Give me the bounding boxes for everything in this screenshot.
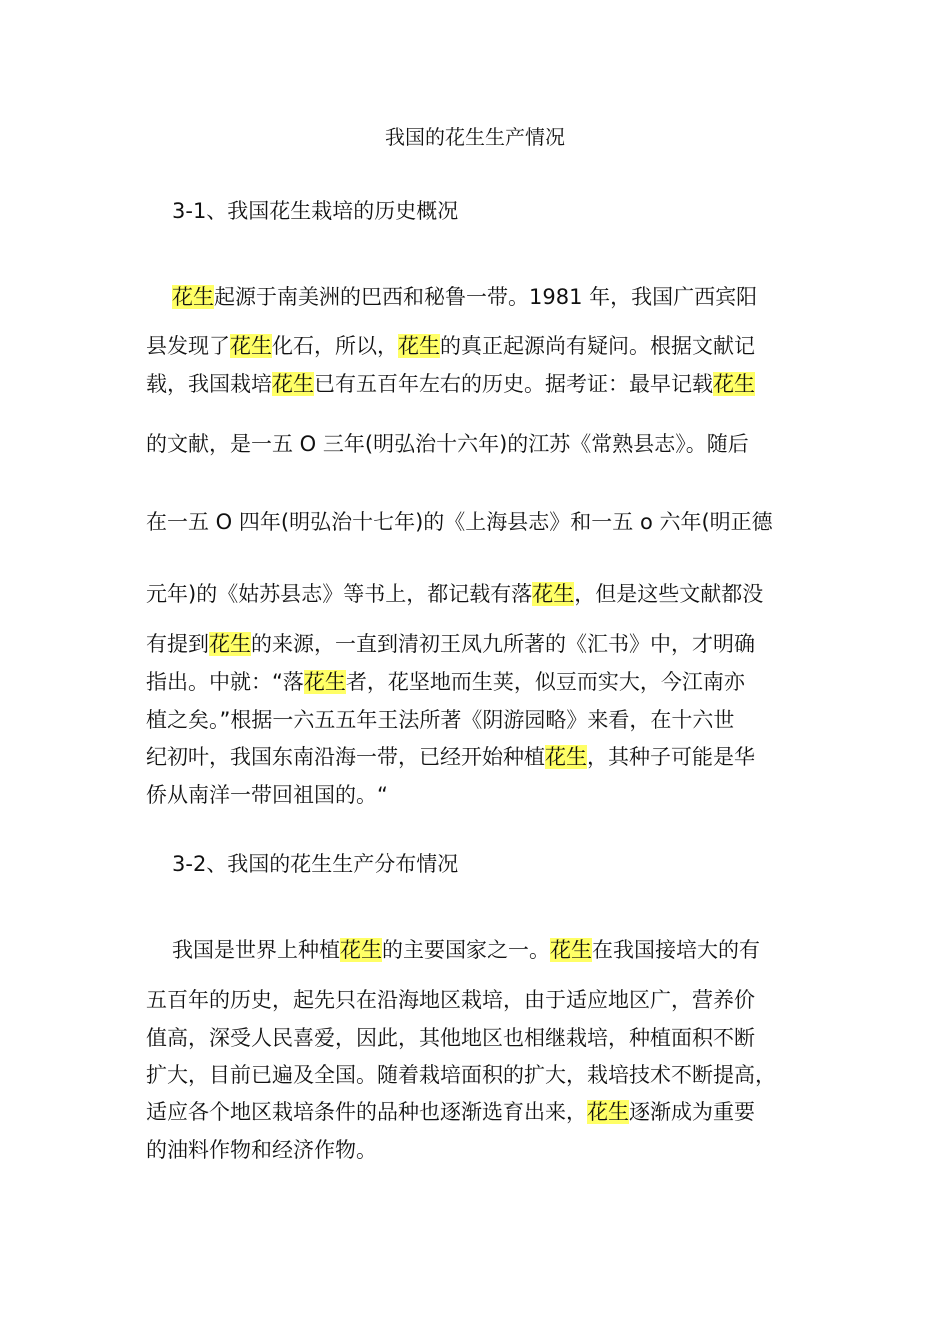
text-run: 的真正起源尚有疑问。根据文献记 bbox=[440, 334, 755, 358]
paragraph-line bbox=[172, 283, 757, 311]
text-run: 纪初叶，我国东南沿海一带，已经开始种植 bbox=[146, 745, 545, 769]
text-run: 的文献，是一五 O 三年(明弘治十六年)的江苏《常熟县志》。随后 bbox=[146, 432, 749, 456]
highlighted-term: 花生 bbox=[545, 745, 587, 769]
text-run: 侨从南洋一带回祖国的。“ bbox=[146, 783, 388, 807]
text-run: 在我国接培大的有 bbox=[592, 938, 760, 962]
paragraph-line bbox=[146, 706, 734, 734]
text-run: 植之矣。”根据一六五五年王法所著《阴游园略》来看，在十六世 bbox=[146, 708, 735, 732]
section-heading-2: 3-2、我国的花生生产分布情况 bbox=[172, 852, 459, 876]
highlighted-term: 花生 bbox=[340, 938, 382, 962]
paragraph-line bbox=[146, 332, 755, 360]
paragraph-line bbox=[146, 1024, 755, 1052]
section-heading-1: 3-1、我国花生栽培的历史概况 bbox=[172, 199, 459, 223]
text-run: 我国是世界上种植 bbox=[172, 938, 340, 962]
paragraph-line bbox=[146, 781, 388, 809]
highlighted-term: 花生 bbox=[398, 334, 440, 358]
highlighted-term: 花生 bbox=[209, 632, 251, 656]
text-run: 适应各个地区栽培条件的品种也逐渐选育出来， bbox=[146, 1100, 587, 1124]
text-run: ，但是这些文献都没 bbox=[574, 582, 764, 606]
text-run: 五百年的历史，起先只在沿海地区栽培，由于适应地区广，营养价 bbox=[146, 988, 755, 1012]
document-title: 我国的花生生产情况 bbox=[385, 125, 565, 149]
text-run: 县发现了 bbox=[146, 334, 230, 358]
highlighted-term: 花生 bbox=[713, 372, 755, 396]
paragraph-line bbox=[146, 1061, 776, 1089]
text-run: 元年)的《姑苏县志》等书上，都记载有落 bbox=[146, 582, 533, 606]
paragraph-line bbox=[146, 986, 755, 1014]
text-run: 在一五 O 四年(明弘治十七年)的《上海县志》和一五 o 六年(明正德 bbox=[146, 510, 773, 534]
text-run: 已有五百年左右的历史。据考证：最早记载 bbox=[314, 372, 713, 396]
text-run: 的来源，一直到清初王凤九所著的《汇书》中，才明确 bbox=[251, 632, 755, 656]
paragraph-line bbox=[146, 630, 755, 658]
highlighted-term: 花生 bbox=[272, 372, 314, 396]
paragraph-line bbox=[146, 430, 749, 458]
highlighted-term: 花生 bbox=[172, 285, 214, 309]
text-run: 载，我国栽培 bbox=[146, 372, 272, 396]
highlighted-term: 花生 bbox=[587, 1100, 629, 1124]
paragraph-line bbox=[172, 936, 760, 964]
text-run: 起源于南美洲的巴西和秘鲁一带。1981 年，我国广西宾阳 bbox=[214, 285, 758, 309]
text-run: 逐渐成为重要 bbox=[629, 1100, 755, 1124]
text-run: 者，花坚地而生荚，似豆而实大，今江南亦 bbox=[345, 670, 745, 694]
text-run: 值高，深受人民喜爱，因此，其他地区也相继栽培，种植面积不断 bbox=[146, 1026, 755, 1050]
paragraph-line bbox=[146, 1098, 755, 1126]
text-run: 指出。中就：“落 bbox=[146, 670, 304, 694]
text-run: ，其种子可能是华 bbox=[587, 745, 755, 769]
text-run: 化石，所以， bbox=[272, 334, 398, 358]
paragraph-line bbox=[146, 370, 755, 398]
paragraph-line bbox=[146, 668, 745, 696]
text-run: 的主要国家之一。 bbox=[382, 938, 550, 962]
paragraph-line bbox=[146, 508, 773, 536]
text-run: 的油料作物和经济作物。 bbox=[146, 1138, 377, 1162]
highlighted-term: 花生 bbox=[532, 582, 575, 606]
paragraph-line bbox=[146, 580, 763, 608]
paragraph-line bbox=[146, 743, 755, 771]
highlighted-term: 花生 bbox=[230, 334, 272, 358]
text-run: 扩大，目前已遍及全国。随着栽培面积的扩大，栽培技术不断提高， bbox=[146, 1063, 776, 1087]
text-run: 有提到 bbox=[146, 632, 209, 656]
highlighted-term: 花生 bbox=[550, 938, 592, 962]
highlighted-term: 花生 bbox=[303, 670, 346, 694]
paragraph-line bbox=[146, 1136, 377, 1164]
